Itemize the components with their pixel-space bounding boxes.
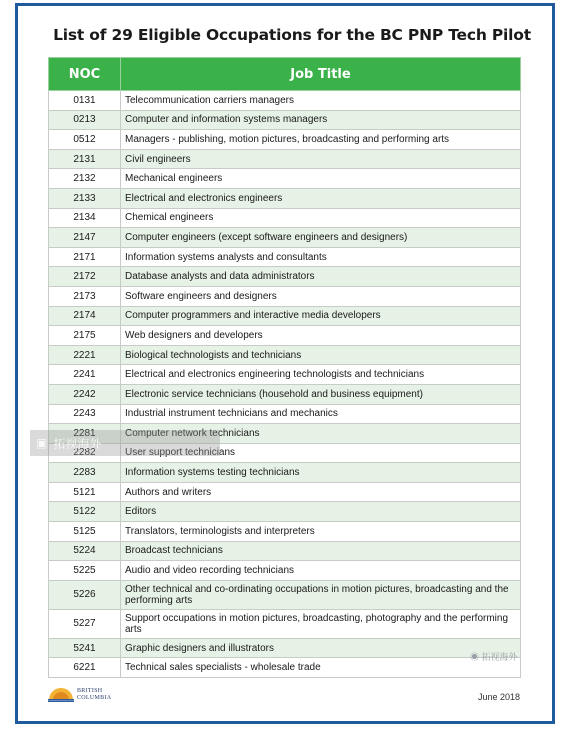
job-title: Electrical and electronics engineering technologists and technicians: [121, 365, 521, 385]
job-title: Computer and information systems managers: [121, 110, 521, 130]
noc-code: 2242: [49, 384, 121, 404]
job-title: Civil engineers: [121, 149, 521, 169]
table-row: [49, 638, 521, 658]
noc-code: 2175: [49, 326, 121, 346]
job-title: Graphic designers and illustrators: [121, 638, 521, 658]
logo-line-1: BRITISH: [77, 688, 103, 694]
occupations-table: [48, 57, 521, 678]
table-row: [49, 91, 521, 111]
job-title: Computer engineers (except software engineers and designers): [121, 228, 521, 248]
noc-code: 0512: [49, 130, 121, 150]
table-row: [49, 228, 521, 248]
bc-logo: [48, 688, 111, 702]
table-row: [49, 522, 521, 542]
job-title: Electrical and electronics engineers: [121, 188, 521, 208]
noc-code: 5225: [49, 561, 121, 581]
job-title: Authors and writers: [121, 482, 521, 502]
job-title: Software engineers and designers: [121, 286, 521, 306]
table-row: [49, 580, 521, 609]
job-title: User support technicians: [121, 443, 521, 463]
noc-code: 5227: [49, 609, 121, 638]
job-title: Industrial instrument technicians and mechanics: [121, 404, 521, 424]
job-title: Computer network technicians: [121, 424, 521, 444]
watermark-icon: ▣: [36, 436, 48, 450]
noc-code: 5224: [49, 541, 121, 561]
noc-code: 0213: [49, 110, 121, 130]
noc-code: 6221: [49, 658, 121, 678]
table-row: [49, 326, 521, 346]
job-title: Database analysts and data administrators: [121, 267, 521, 287]
job-title: Electronic service technicians (household and business equipment): [121, 384, 521, 404]
job-title: Chemical engineers: [121, 208, 521, 228]
noc-code: 2282: [49, 443, 121, 463]
logo-line-2: COLUMBIA: [77, 695, 112, 701]
noc-code: 5125: [49, 522, 121, 542]
watermark-right-icon: ◉: [470, 652, 482, 662]
job-title: Telecommunication carriers managers: [121, 91, 521, 111]
job-title: Computer programmers and interactive media developers: [121, 306, 521, 326]
noc-code: 2221: [49, 345, 121, 365]
job-title: Broadcast technicians: [121, 541, 521, 561]
noc-code: 2173: [49, 286, 121, 306]
table-row: [49, 267, 521, 287]
noc-code: 2132: [49, 169, 121, 189]
noc-code: 5226: [49, 580, 121, 609]
job-title: Technical sales specialists - wholesale trade: [121, 658, 521, 678]
noc-code: 2241: [49, 365, 121, 385]
noc-code: 2281: [49, 424, 121, 444]
noc-code: 5121: [49, 482, 121, 502]
noc-code: 5241: [49, 638, 121, 658]
job-title: Managers - publishing, motion pictures, broadcasting and performing arts: [121, 130, 521, 150]
table-header-row: [49, 58, 521, 91]
job-title: Support occupations in motion pictures, broadcasting, photography and the performing arts: [121, 609, 521, 638]
table-row: [49, 208, 521, 228]
table-row: [49, 130, 521, 150]
noc-code: 2283: [49, 463, 121, 483]
noc-code: 2147: [49, 228, 121, 248]
table-row: [49, 188, 521, 208]
job-title: Information systems testing technicians: [121, 463, 521, 483]
noc-code: 2133: [49, 188, 121, 208]
watermark-right-text: 拓视海外: [481, 652, 518, 662]
table-row: [49, 110, 521, 130]
table-row: [49, 658, 521, 678]
noc-code: 0131: [49, 91, 121, 111]
job-title: Other technical and co-ordinating occupations in motion pictures, broadcasting and the performing arts: [121, 580, 521, 609]
table-row: [49, 502, 521, 522]
watermark-text: 拓视海外: [53, 436, 102, 451]
table-row: [49, 384, 521, 404]
noc-code: 2172: [49, 267, 121, 287]
table-row: [49, 169, 521, 189]
table-row: [49, 286, 521, 306]
logo-text: [77, 688, 111, 702]
job-title: Mechanical engineers: [121, 169, 521, 189]
table-row: [49, 609, 521, 638]
table-row: [49, 247, 521, 267]
job-title: Biological technologists and technicians: [121, 345, 521, 365]
noc-code: 5122: [49, 502, 121, 522]
table-row: [49, 561, 521, 581]
noc-code: 2174: [49, 306, 121, 326]
noc-code: 2131: [49, 149, 121, 169]
sun-logo-icon: [48, 688, 74, 702]
job-title: Audio and video recording technicians: [121, 561, 521, 581]
job-title: Information systems analysts and consultants: [121, 247, 521, 267]
job-title: Translators, terminologists and interpreters: [121, 522, 521, 542]
job-title: Editors: [121, 502, 521, 522]
noc-code: 2134: [49, 208, 121, 228]
table-row: [49, 365, 521, 385]
table-row: [49, 306, 521, 326]
noc-code: 2171: [49, 247, 121, 267]
table-row: [49, 345, 521, 365]
table-row: [49, 404, 521, 424]
noc-column-header: NOC: [49, 58, 121, 91]
job-title: Web designers and developers: [121, 326, 521, 346]
table-row: [49, 482, 521, 502]
watermark-left: [30, 430, 220, 456]
job-title-column-header: Job Title: [121, 58, 521, 91]
table-row: [49, 463, 521, 483]
noc-code: 2243: [49, 404, 121, 424]
document-date: June 2018: [477, 692, 520, 702]
table-row: [49, 541, 521, 561]
document-title: List of 29 Eligible Occupations for the BC PNP Tech Pilot: [53, 26, 531, 44]
table-row: [49, 149, 521, 169]
watermark-right: [470, 650, 518, 663]
